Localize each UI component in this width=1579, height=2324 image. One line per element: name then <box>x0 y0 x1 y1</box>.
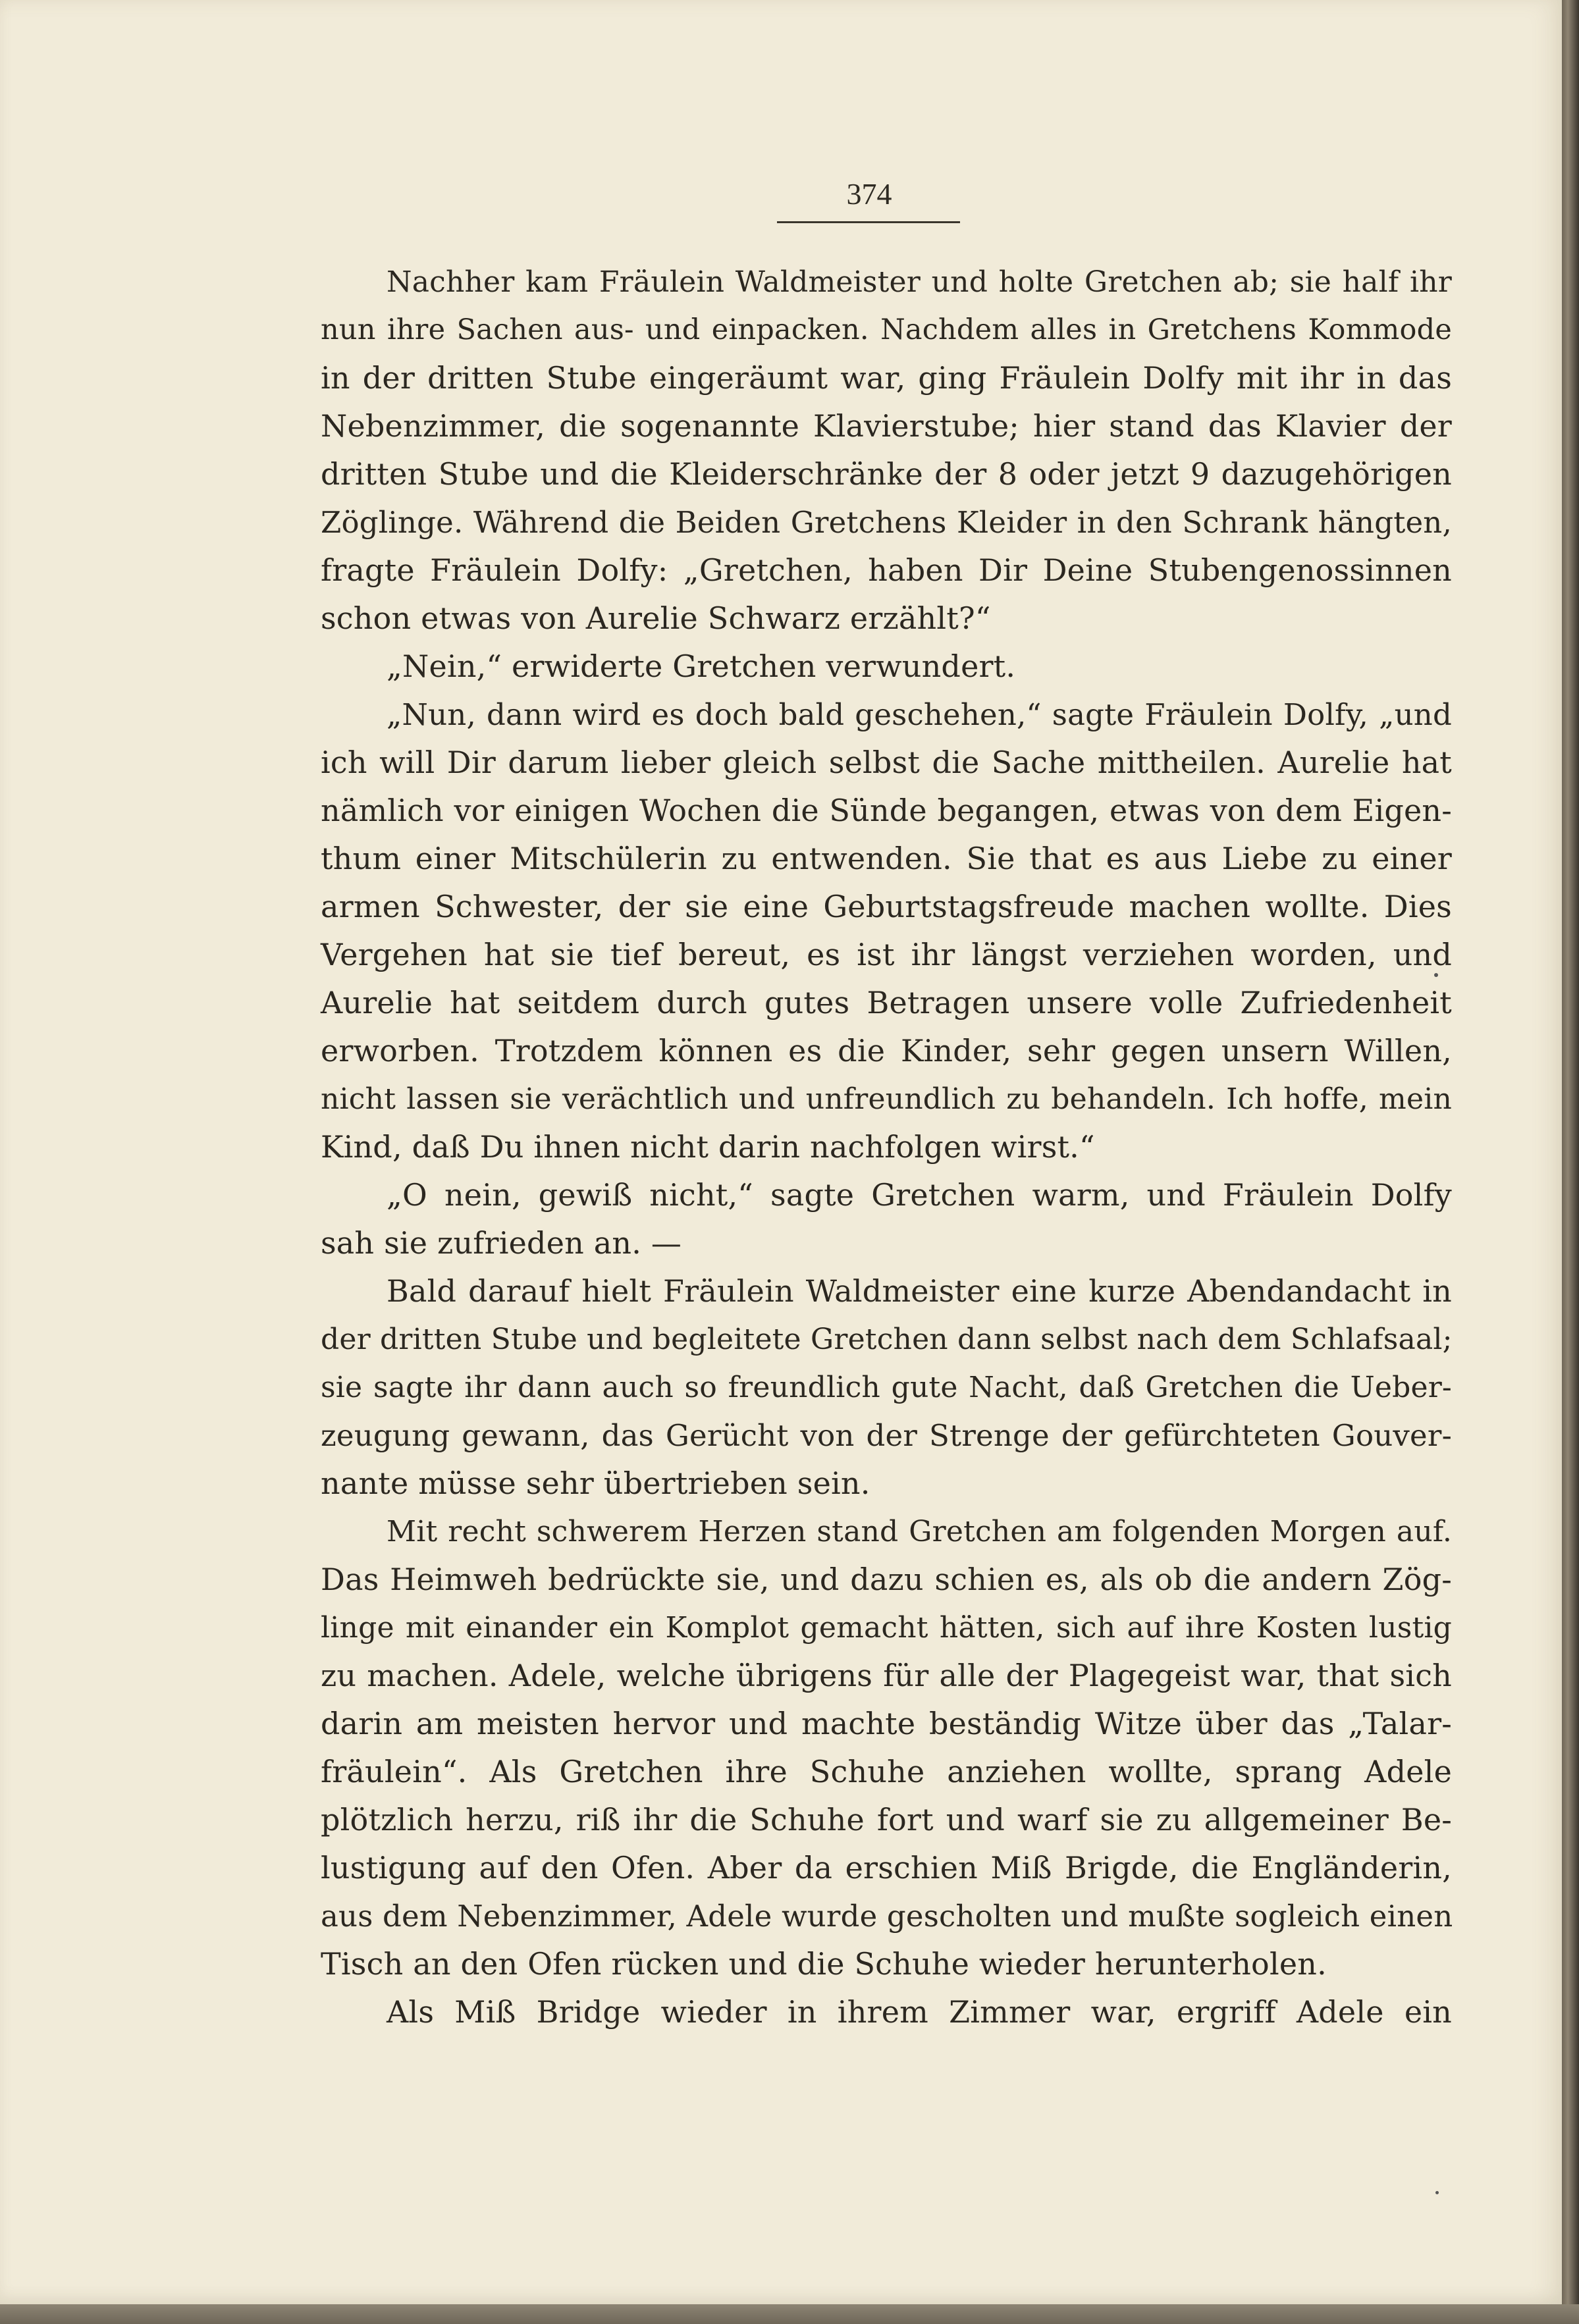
ink-speck <box>1435 2191 1439 2194</box>
text-line: Zöglinge. Während die Beiden Gretchens Kleider in den Schrank hängten, <box>321 505 1452 540</box>
text-line: aus dem Nebenzimmer, Adele wurde gescholten und mußte sogleich einen <box>321 1899 1453 1934</box>
text-line: zeugung gewann, das Gerücht von der Strenge der gefürchteten Gouver- <box>321 1418 1452 1453</box>
text-line: Das Heimweh bedrückte sie, und dazu schien es, als ob die andern Zög- <box>321 1562 1452 1597</box>
text-line: fragte Fräulein Dolfy: „Gretchen, haben Dir Deine Stubengenossinnen <box>321 552 1452 588</box>
text-line: sie sagte ihr dann auch so freundlich gute Nacht, daß Gretchen die Ueber- <box>321 1371 1452 1404</box>
text-line: sah sie zufrieden an. — <box>321 1225 682 1261</box>
text-line: dritten Stube und die Kleiderschränke der 8 oder jetzt 9 dazugehörigen <box>321 456 1452 492</box>
text-line: Tisch an den Ofen rücken und die Schuhe wieder herunterholen. <box>321 1946 1327 1982</box>
text-line: fräulein“. Als Gretchen ihre Schuhe anziehen wollte, sprang Adele <box>321 1754 1452 1789</box>
page-edge-bottom <box>0 2304 1579 2324</box>
body-text <box>321 258 1452 2036</box>
page-edge-right <box>1562 0 1579 2324</box>
text-line: Nachher kam Fräulein Waldmeister und holte Gretchen ab; sie half ihr <box>387 265 1452 299</box>
text-line: zu machen. Adele, welche übrigens für alle der Plagegeist war, that sich <box>321 1658 1452 1693</box>
text-line: nicht lassen sie verächtlich und unfreundlich zu behandeln. Ich hoffe, mein <box>321 1082 1452 1116</box>
text-line: lustigung auf den Ofen. Aber da erschien Miß Brigde, die Engländerin, <box>321 1850 1452 1886</box>
text-line: Vergehen hat sie tief bereut, es ist ihr längst verziehen worden, und <box>321 937 1452 972</box>
text-line: Bald darauf hielt Fräulein Waldmeister eine kurze Abendandacht in <box>387 1273 1452 1309</box>
text-line: Als Miß Bridge wieder in ihrem Zimmer war, ergriff Adele ein <box>387 1994 1452 2030</box>
text-line: erworben. Trotzdem können es die Kinder, sehr gegen unsern Willen, <box>321 1033 1452 1069</box>
text-line: Mit recht schwerem Herzen stand Gretchen am folgenden Morgen auf. <box>387 1515 1452 1548</box>
ink-speck <box>1434 973 1438 977</box>
text-line: Kind, daß Du ihnen nicht darin nachfolgen wirst.“ <box>321 1129 1095 1165</box>
text-line: „Nein,“ erwiderte Gretchen verwundert. <box>387 648 1016 684</box>
text-line: ich will Dir darum lieber gleich selbst die Sache mittheilen. Aurelie hat <box>321 745 1452 780</box>
text-line: in der dritten Stube eingeräumt war, ging Fräulein Dolfy mit ihr in das <box>321 360 1452 396</box>
text-line: plötzlich herzu, riß ihr die Schuhe fort und warf sie zu allgemeiner Be- <box>321 1802 1452 1837</box>
text-line: „Nun, dann wird es doch bald geschehen,“ sagte Fräulein Dolfy, „und <box>387 697 1452 732</box>
text-line: nämlich vor einigen Wochen die Sünde begangen, etwas von dem Eigen- <box>321 793 1452 828</box>
text-line: nun ihre Sachen aus- und einpacken. Nachdem alles in Gretchens Kommode <box>321 313 1452 346</box>
text-line: nante müsse sehr übertrieben sein. <box>321 1466 870 1501</box>
text-line: linge mit einander ein Komplot gemacht hätten, sich auf ihre Kosten lustig <box>321 1611 1452 1645</box>
text-line: schon etwas von Aurelie Schwarz erzählt?“ <box>321 600 991 636</box>
text-line: der dritten Stube und begleitete Gretchen dann selbst nach dem Schlafsaal; <box>321 1323 1453 1356</box>
text-line: Aurelie hat seitdem durch gutes Betragen unsere volle Zufriedenheit <box>321 985 1452 1020</box>
text-line: thum einer Mitschülerin zu entwenden. Sie that es aus Liebe zu einer <box>321 841 1452 876</box>
header-rule <box>777 221 960 223</box>
text-line: „O nein, gewiß nicht,“ sagte Gretchen warm, und Fräulein Dolfy <box>387 1177 1452 1213</box>
text-line: darin am meisten hervor und machte beständig Witze über das „Talar- <box>321 1706 1452 1741</box>
text-line: armen Schwester, der sie eine Geburtstagsfreude machen wollte. Dies <box>321 889 1452 924</box>
text-line: Nebenzimmer, die sogenannte Klavierstube; hier stand das Klavier der <box>321 408 1452 444</box>
page-number: 374 <box>846 177 892 211</box>
